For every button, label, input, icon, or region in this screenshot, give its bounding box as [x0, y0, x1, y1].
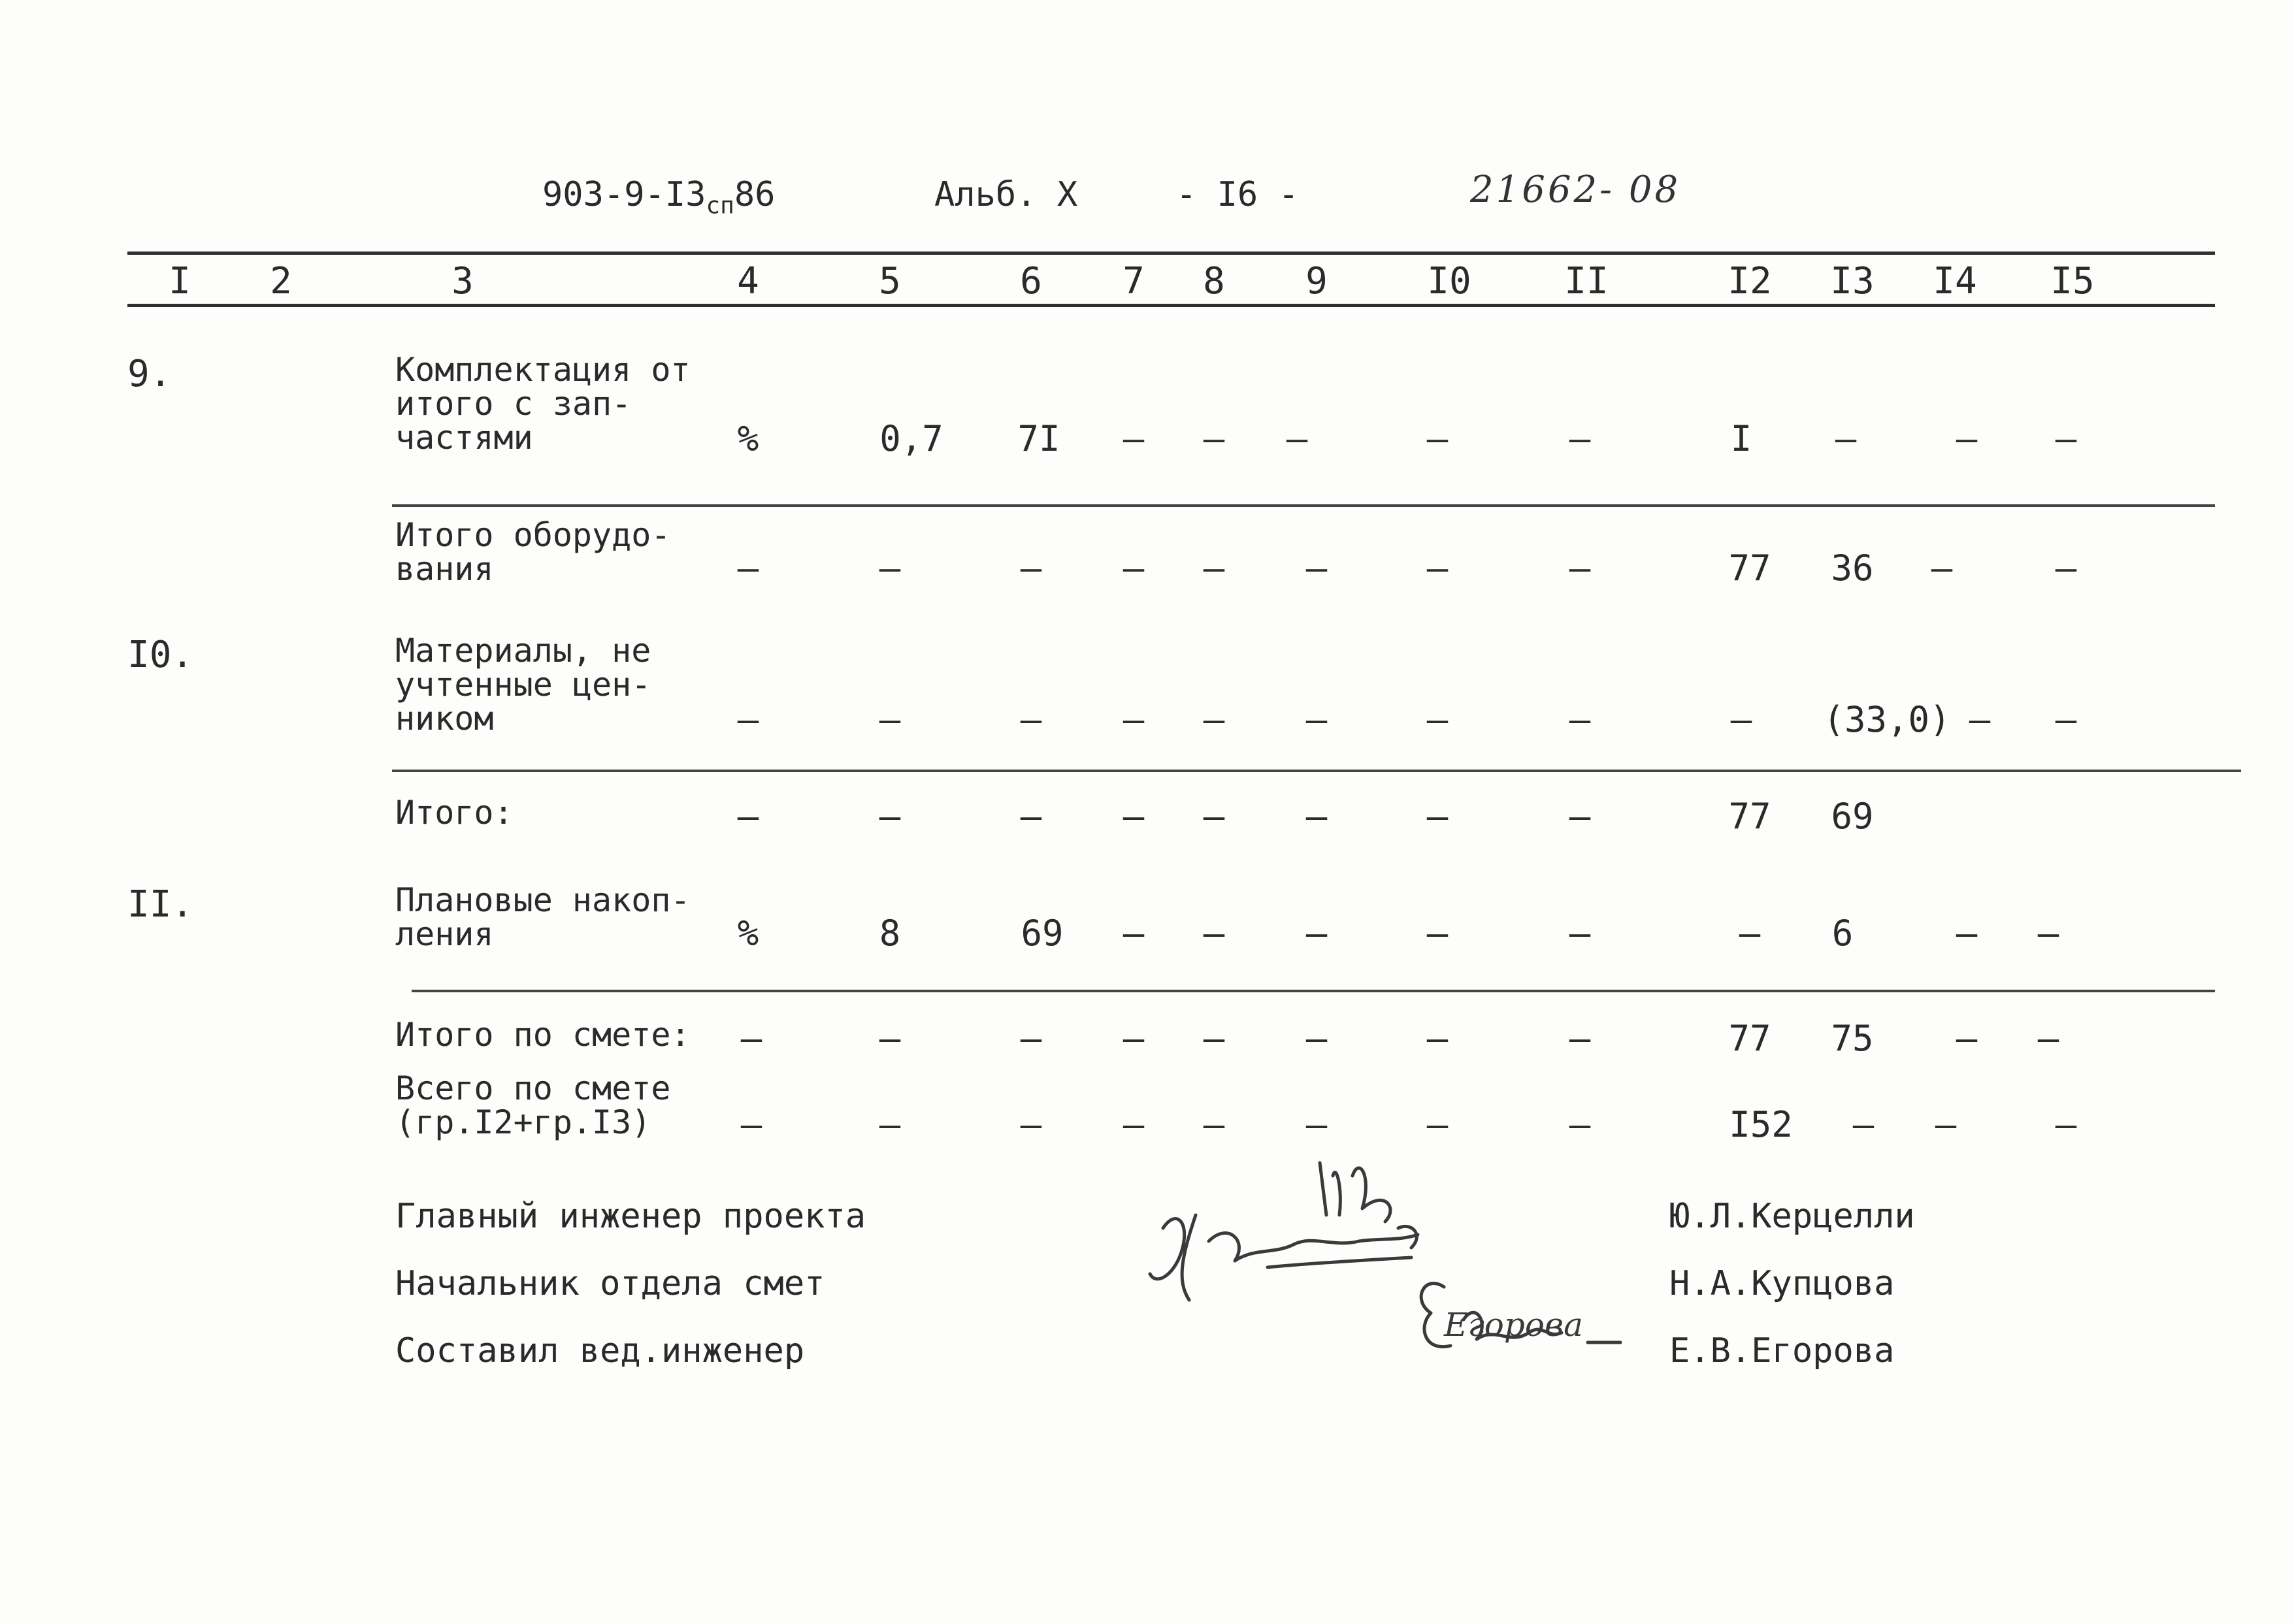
cell: –	[1020, 796, 1042, 837]
cell: –	[1122, 796, 1145, 837]
cell: –	[1569, 418, 1591, 459]
cell: I52	[1729, 1104, 1793, 1145]
cell: –	[1569, 1018, 1591, 1059]
cell: –	[1020, 547, 1042, 589]
cell: –	[1426, 699, 1449, 740]
signature-kuptsova	[1150, 1215, 1418, 1300]
cell: –	[1969, 699, 1991, 740]
section-rule	[412, 990, 2215, 992]
cell: –	[737, 796, 759, 837]
cell: %	[737, 418, 759, 459]
row-number: 9.	[127, 353, 172, 395]
signature-role: Главный инженер проекта	[395, 1197, 866, 1236]
cell: –	[2055, 699, 2077, 740]
cell: –	[1569, 547, 1591, 589]
column-number: I4	[1933, 260, 1977, 302]
cell: –	[1305, 1018, 1328, 1059]
row-number: I0.	[127, 634, 194, 676]
signature-name: Н.А.Купцова	[1669, 1264, 1895, 1303]
doc-code-main: 903-9-I3	[542, 175, 706, 214]
cell: –	[1286, 418, 1308, 459]
cell: –	[1203, 418, 1225, 459]
column-number: 6	[1020, 260, 1042, 302]
cell: –	[1020, 699, 1042, 740]
doc-code-sub: сп	[706, 192, 734, 219]
cell: –	[1956, 913, 1978, 954]
cell: –	[1305, 796, 1328, 837]
cell: –	[1426, 1104, 1449, 1145]
column-number: I0	[1427, 260, 1471, 302]
cell: %	[737, 913, 759, 954]
cell: –	[2055, 418, 2077, 459]
column-number: I3	[1830, 260, 1875, 302]
cell: –	[879, 547, 901, 589]
album-label: Альб. X	[934, 175, 1078, 214]
cell: –	[1426, 547, 1449, 589]
cell: –	[1931, 547, 1953, 589]
signature-role: Начальник отдела смет	[395, 1264, 825, 1303]
cell: –	[879, 1018, 901, 1059]
cell: 8	[879, 913, 901, 954]
row-number: II.	[127, 883, 194, 926]
column-number: 3	[451, 260, 474, 302]
cell: –	[1739, 913, 1761, 954]
section-rule	[392, 770, 2241, 772]
column-number: 7	[1122, 260, 1145, 302]
cell: –	[1852, 1104, 1875, 1145]
cell: –	[879, 1104, 901, 1145]
cell: –	[1203, 1104, 1225, 1145]
cell: I	[1730, 418, 1752, 459]
cell: –	[1305, 913, 1328, 954]
cell: –	[740, 1104, 762, 1145]
cell: (33,0)	[1823, 699, 1951, 740]
cell: –	[2055, 1104, 2077, 1145]
column-number: I	[169, 260, 191, 302]
section-rule	[392, 504, 2215, 507]
cell: –	[2055, 547, 2077, 589]
cell: –	[1305, 1104, 1328, 1145]
column-number: I5	[2050, 260, 2095, 302]
cell: –	[1426, 796, 1449, 837]
cell: –	[1730, 699, 1752, 740]
row-label: Комплектация от итого с зап- частями	[395, 351, 691, 457]
row-label: Итого по смете:	[395, 1016, 691, 1054]
cell: –	[1569, 699, 1591, 740]
column-number: 5	[879, 260, 901, 302]
cell: 69	[1021, 913, 1064, 954]
row-label: Итого:	[395, 794, 514, 832]
cell: –	[1569, 1104, 1591, 1145]
cell: –	[1203, 547, 1225, 589]
signature-kertselli	[1320, 1163, 1417, 1248]
cell: –	[1203, 1018, 1225, 1059]
cell: –	[1305, 547, 1328, 589]
signature-name: Ю.Л.Керцелли	[1669, 1197, 1915, 1236]
cell: –	[1956, 418, 1978, 459]
cell: –	[1569, 796, 1591, 837]
handwritten-number: 21662- 08	[1470, 169, 1681, 211]
cell: –	[1305, 699, 1328, 740]
cell: –	[1020, 1104, 1042, 1145]
cell: –	[1203, 796, 1225, 837]
cell: –	[1203, 913, 1225, 954]
cell: 7I	[1017, 418, 1060, 459]
cell: 0,7	[879, 418, 943, 459]
row-label: Плановые накоп- ления	[395, 881, 691, 953]
cell: –	[1935, 1104, 1957, 1145]
cell: –	[1122, 1018, 1145, 1059]
cell: –	[1203, 699, 1225, 740]
signature-role: Составил вед.инженер	[395, 1331, 805, 1371]
cell: 36	[1831, 547, 1874, 589]
cell: 69	[1831, 796, 1874, 837]
cell: 77	[1728, 796, 1771, 837]
cell: –	[1122, 418, 1145, 459]
cell: –	[1122, 547, 1145, 589]
cell: 77	[1728, 547, 1771, 589]
header-top-rule	[127, 252, 2215, 255]
cell: –	[1122, 699, 1145, 740]
cell: 6	[1831, 913, 1854, 954]
cell: 75	[1831, 1018, 1874, 1059]
doc-code-year: 86	[734, 175, 776, 214]
cell: –	[1122, 913, 1145, 954]
column-number: 8	[1203, 260, 1225, 302]
signature-egorova-text: Егорова	[1444, 1306, 1583, 1344]
cell: –	[879, 699, 901, 740]
column-number: 4	[737, 260, 759, 302]
row-label: Всего по смете (гр.I2+гр.I3)	[395, 1069, 671, 1141]
handwritten-signatures	[1137, 1137, 1633, 1372]
cell: –	[1122, 1104, 1145, 1145]
doc-code	[542, 175, 775, 219]
cell: –	[1426, 913, 1449, 954]
cell: –	[1426, 1018, 1449, 1059]
cell: –	[737, 547, 759, 589]
cell: 77	[1728, 1018, 1771, 1059]
cell: –	[1835, 418, 1857, 459]
row-label: Материалы, не учтенные цен- ником	[395, 632, 651, 738]
cell: –	[1426, 418, 1449, 459]
column-number: II	[1564, 260, 1609, 302]
column-number: 9	[1305, 260, 1328, 302]
cell: –	[740, 1018, 762, 1059]
column-number: I2	[1728, 260, 1772, 302]
cell: –	[2037, 1018, 2059, 1059]
cell: –	[737, 699, 759, 740]
signature-name: Е.В.Егорова	[1669, 1331, 1895, 1371]
cell: –	[879, 796, 901, 837]
cell: –	[1569, 913, 1591, 954]
column-number: 2	[270, 260, 292, 302]
cell: –	[1020, 1018, 1042, 1059]
header-bottom-rule	[127, 304, 2215, 307]
page-number: - I6 -	[1176, 175, 1299, 214]
row-label: Итого оборудо- вания	[395, 516, 671, 588]
cell: –	[2037, 913, 2059, 954]
cell: –	[1956, 1018, 1978, 1059]
